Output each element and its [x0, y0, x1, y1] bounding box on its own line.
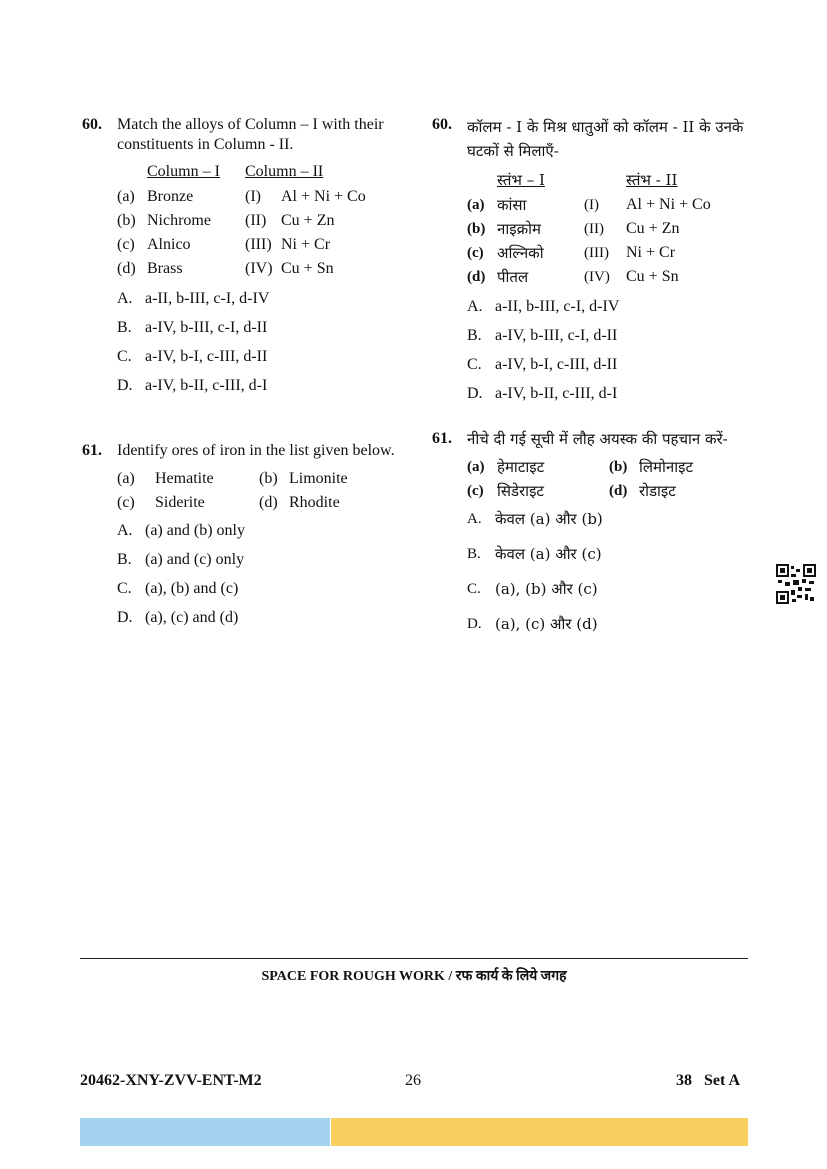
alloy-name: अल्निको	[497, 244, 544, 262]
column-1-header: स्तंभ – I	[497, 171, 545, 189]
question-number: 60.	[432, 116, 452, 133]
item-label: (a)	[117, 470, 135, 487]
option-text: a-IV, b-II, c-III, d-I	[145, 377, 268, 394]
column-2-header: Column – II	[245, 163, 324, 180]
option-text: a-IV, b-III, c-I, d-II	[495, 327, 618, 344]
question-number: 61.	[82, 442, 102, 459]
option-label: B.	[467, 327, 482, 344]
options-list	[117, 521, 402, 637]
option-text: a-IV, b-I, c-III, d-II	[495, 356, 618, 373]
question-number: 61.	[432, 430, 452, 447]
qr-code-icon	[776, 564, 816, 604]
column-2-header: स्तंभ - II	[626, 171, 678, 189]
option-label: C.	[117, 348, 132, 365]
option-label: D.	[467, 616, 482, 632]
list-item	[117, 491, 348, 515]
question-text: कॉलम - I के मिश्र धातुओं को कॉलम - II के उनके घटकों से मिलाएँ-	[467, 118, 744, 160]
item-value: Siderite	[155, 494, 205, 511]
table-row	[467, 217, 711, 241]
alloy-name: Alnico	[147, 236, 191, 253]
option-label: C.	[117, 580, 132, 597]
row-label: (a)	[117, 188, 135, 205]
option-c[interactable]	[467, 579, 762, 614]
question-text: Match the alloys of Column – I with their constituents in Column - II.	[117, 116, 384, 153]
option-text: a-IV, b-II, c-III, d-I	[495, 385, 618, 402]
option-text: (a), (b) और (c)	[495, 580, 598, 598]
roman-label: (II)	[245, 212, 267, 229]
option-text: (a), (c) और (d)	[495, 615, 598, 633]
roman-label: (I)	[584, 197, 599, 213]
paper-code: 20462-XNY-ZVV-ENT-M2	[80, 1072, 262, 1089]
question-number: 60.	[82, 116, 102, 133]
footer-bar-left	[80, 1118, 330, 1146]
option-d[interactable]	[117, 376, 402, 405]
item-label: (d)	[259, 494, 278, 511]
option-a[interactable]	[117, 521, 402, 550]
option-d[interactable]	[467, 614, 762, 649]
option-d[interactable]	[117, 608, 402, 637]
english-column	[82, 115, 402, 637]
option-label: A.	[467, 511, 482, 527]
footer-bar-right	[331, 1118, 748, 1146]
table-row	[467, 265, 711, 289]
roman-label: (III)	[245, 236, 272, 253]
option-label: A.	[117, 522, 133, 539]
option-text: a-II, b-III, c-I, d-IV	[495, 298, 620, 315]
question-text: नीचे दी गई सूची में लौह अयस्क की पहचान करें-	[467, 430, 728, 448]
alloy-name: कांसा	[497, 196, 527, 214]
option-c[interactable]	[467, 355, 762, 384]
option-label: D.	[117, 609, 133, 626]
row-label: (b)	[467, 221, 486, 237]
item-label: (b)	[259, 470, 278, 487]
list-item	[467, 455, 693, 479]
option-label: D.	[117, 377, 133, 394]
constituent: Cu + Sn	[281, 260, 334, 277]
question-60-hi	[432, 115, 762, 413]
roman-label: (IV)	[584, 269, 610, 285]
ore-list	[467, 455, 693, 503]
row-label: (b)	[117, 212, 136, 229]
row-label: (a)	[467, 197, 485, 213]
item-label: (c)	[117, 494, 135, 511]
option-b[interactable]	[117, 550, 402, 579]
column-1-header: Column – I	[147, 163, 220, 180]
roman-label: (III)	[584, 245, 609, 261]
table-row	[117, 257, 366, 281]
option-b[interactable]	[467, 544, 762, 579]
option-a[interactable]	[117, 289, 402, 318]
constituent: Ni + Cr	[626, 244, 676, 261]
alloy-name: Brass	[147, 260, 183, 277]
row-label: (c)	[117, 236, 135, 253]
table-row	[467, 241, 711, 265]
option-c[interactable]	[117, 579, 402, 608]
option-text: (a), (b) and (c)	[145, 580, 239, 597]
item-label: (d)	[609, 483, 628, 499]
roman-label: (IV)	[245, 260, 273, 277]
option-label: B.	[117, 551, 132, 568]
item-value: लिमोनाइट	[639, 458, 694, 476]
option-label: C.	[467, 356, 482, 373]
alloy-name: Nichrome	[147, 212, 211, 229]
table-row	[117, 209, 366, 233]
option-text: केवल (a) और (c)	[495, 545, 602, 563]
option-text: (a) and (c) only	[145, 551, 245, 568]
option-a[interactable]	[467, 509, 762, 544]
item-label: (c)	[467, 483, 484, 499]
option-text: केवल (a) और (b)	[495, 510, 603, 528]
page-number: 26	[405, 1072, 421, 1089]
option-d[interactable]	[467, 384, 762, 413]
item-label: (b)	[609, 459, 628, 475]
option-text: a-II, b-III, c-I, d-IV	[145, 290, 270, 307]
option-text: (a) and (b) only	[145, 522, 245, 539]
ore-list	[117, 467, 348, 515]
list-item	[467, 479, 693, 503]
table-row	[117, 233, 366, 257]
question-61-hi	[432, 429, 762, 649]
option-label: C.	[467, 581, 481, 597]
options-list	[467, 509, 762, 649]
option-b[interactable]	[117, 318, 402, 347]
roman-label: (I)	[245, 188, 261, 205]
rough-work-divider	[80, 958, 748, 959]
option-label: A.	[117, 290, 133, 307]
option-label: A.	[467, 298, 483, 315]
option-b[interactable]	[467, 326, 762, 355]
alloy-name: पीतल	[497, 268, 529, 286]
options-list	[117, 289, 402, 405]
constituent: Ni + Cr	[281, 236, 331, 253]
item-label: (a)	[467, 459, 485, 475]
item-value: Rhodite	[289, 494, 340, 511]
match-table	[467, 169, 711, 289]
item-value: Limonite	[289, 470, 348, 487]
constituent: Cu + Sn	[626, 268, 679, 285]
question-60-en	[82, 115, 402, 405]
table-row	[117, 185, 366, 209]
match-table	[117, 161, 366, 281]
item-value: हेमाटाइट	[497, 458, 545, 476]
constituent: Cu + Zn	[626, 220, 680, 237]
set-label: 38 Set A	[676, 1072, 740, 1089]
rough-work-label: SPACE FOR ROUGH WORK / रफ कार्य के लिये जगह	[261, 969, 567, 984]
roman-label: (II)	[584, 221, 604, 237]
constituent: Cu + Zn	[281, 212, 335, 229]
option-label: D.	[467, 385, 483, 402]
option-label: B.	[467, 546, 481, 562]
table-row	[467, 193, 711, 217]
list-item	[117, 467, 348, 491]
hindi-column	[432, 115, 762, 649]
options-list	[467, 297, 762, 413]
option-c[interactable]	[117, 347, 402, 376]
option-text: a-IV, b-III, c-I, d-II	[145, 319, 268, 336]
constituent: Al + Ni + Co	[281, 188, 366, 205]
item-value: Hematite	[155, 470, 214, 487]
item-value: सिडेराइट	[497, 482, 544, 500]
constituent: Al + Ni + Co	[626, 196, 711, 213]
option-label: B.	[117, 319, 132, 336]
alloy-name: नाइक्रोम	[497, 220, 541, 238]
alloy-name: Bronze	[147, 188, 194, 205]
row-label: (d)	[117, 260, 136, 277]
row-label: (c)	[467, 245, 484, 261]
question-61-en	[82, 441, 402, 637]
question-text: Identify ores of iron in the list given below.	[117, 442, 395, 459]
option-text: (a), (c) and (d)	[145, 609, 239, 626]
option-text: a-IV, b-I, c-III, d-II	[145, 348, 268, 365]
row-label: (d)	[467, 269, 486, 285]
option-a[interactable]	[467, 297, 762, 326]
item-value: रोडाइट	[639, 482, 676, 500]
